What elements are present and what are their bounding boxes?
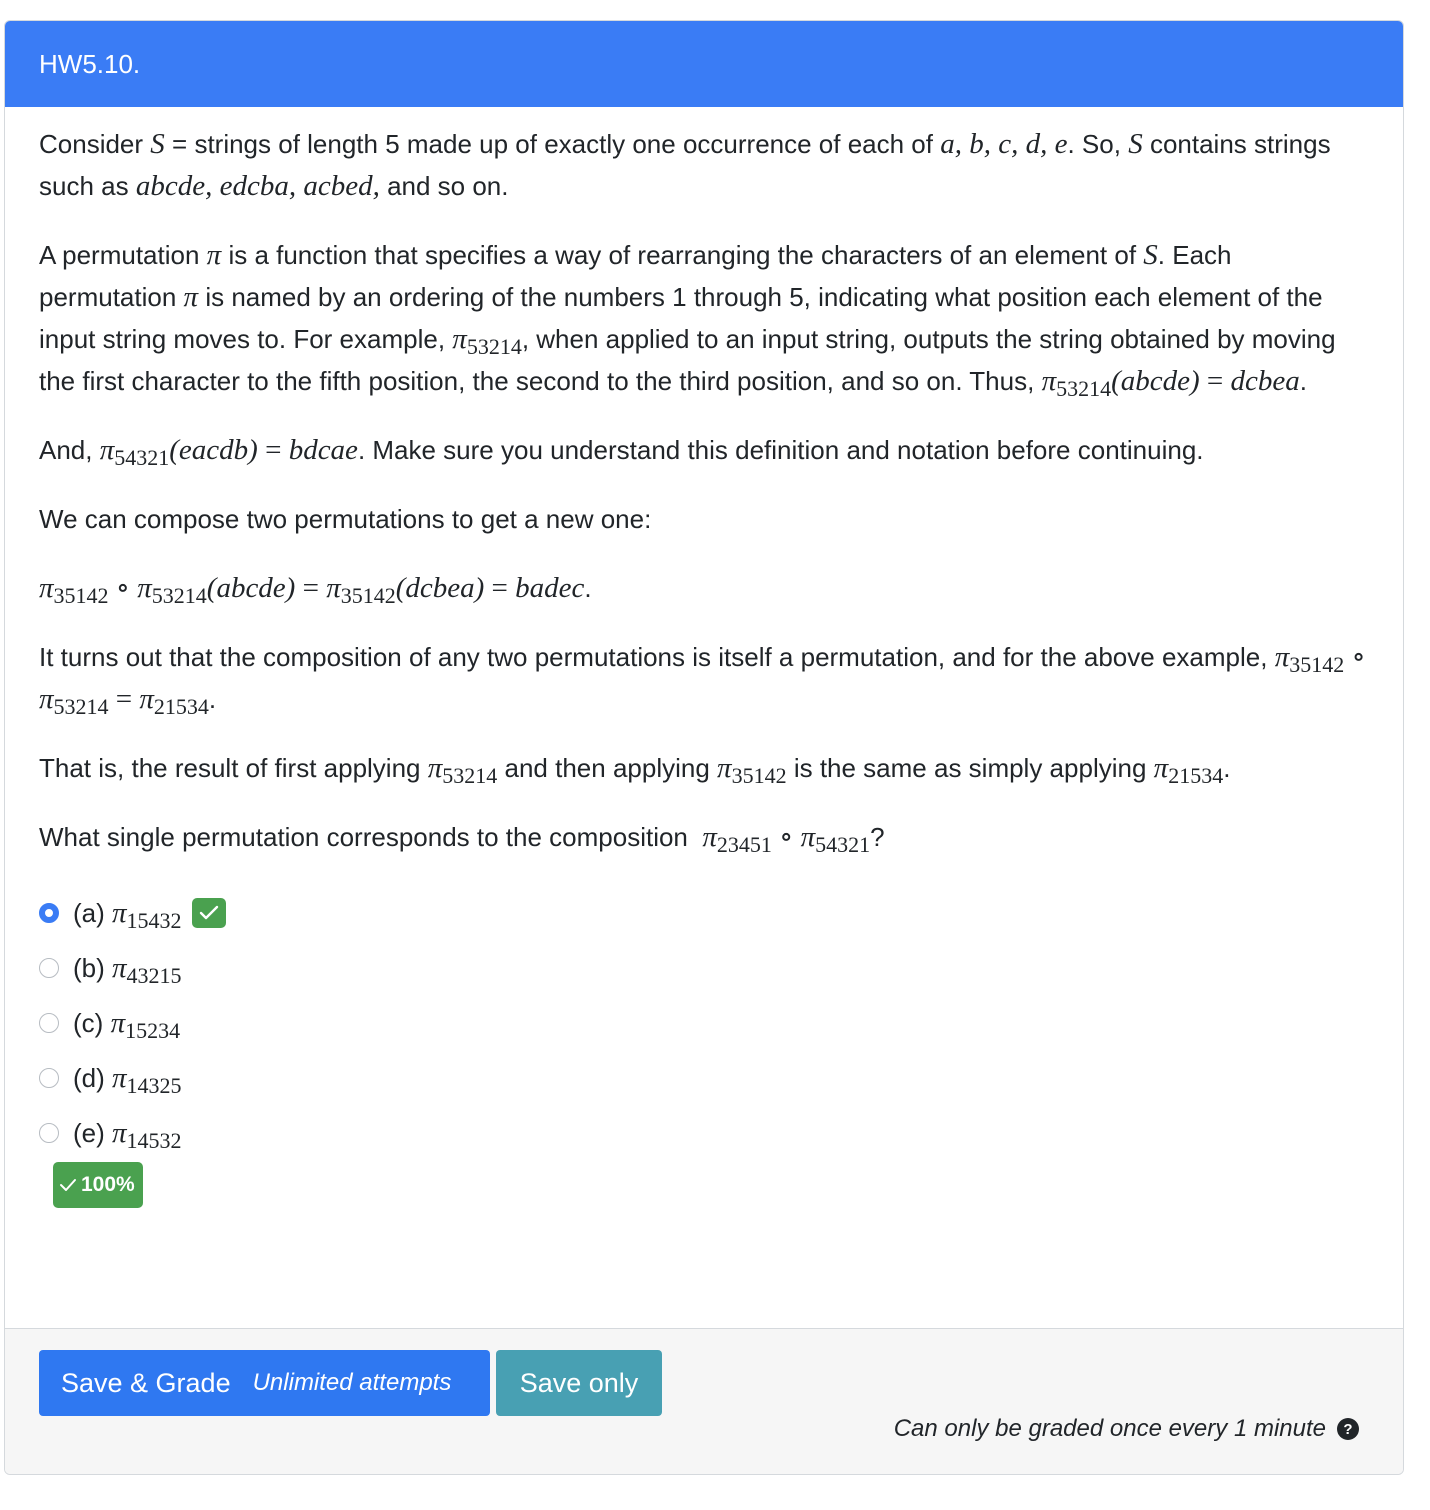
grading-note: Can only be graded once every 1 minute ? (894, 1415, 1359, 1443)
answer-options (39, 885, 1369, 1160)
question-title: HW5.10. (39, 48, 141, 79)
option-a[interactable] (39, 885, 1369, 940)
option-label: (a) $\pi_{15432}$ (73, 896, 182, 933)
paragraph-example: And, $\pi_{54321}(eacdb)$ = bdcae. Make sure you understand this definition and notation before continuing. (39, 434, 1204, 470)
correct-check-icon (192, 898, 226, 928)
question-body (5, 107, 1403, 1208)
radio-option-c[interactable] (39, 1013, 59, 1033)
radio-option-b[interactable] (39, 958, 59, 978)
save-only-button[interactable]: Save only (496, 1350, 662, 1416)
paragraph-permutation: A permutation π is a function that specifies a way of rearranging the characters of an element of S. Each permutation π is named by an ordering of the numbers 1 through 5, indicating what position each element of the input string moves to. For example, $\pi_{53214}$, when applied to an input string, outputs the string obtained by moving the first character to the fifth position, the second to the third position, and so on. Thus, $\pi_{53214}(abcde)$ = dcbea. (39, 239, 1336, 401)
paragraph-explanation: That is, the result of first applying $\pi_{53214}$ and then applying $\pi_{35142}$ is the same as simply applying $\pi_{21534}$. (39, 752, 1231, 788)
radio-option-d[interactable] (39, 1068, 59, 1088)
score-badge: 100% (53, 1162, 143, 1208)
question-card (4, 20, 1404, 1475)
paragraph-definition: Consider S = strings of length 5 made up of exactly one occurrence of each of a, b, c, d, e. So, S contains strings such as abcde, edcba, acbed, and so on. (39, 128, 1331, 202)
help-icon[interactable]: ? (1337, 1418, 1359, 1440)
option-e[interactable] (39, 1105, 1369, 1160)
option-label: (d) $\pi_{14325}$ (73, 1061, 182, 1098)
save-grade-button[interactable]: Save & Grade Unlimited attempts (39, 1350, 490, 1416)
option-c[interactable] (39, 995, 1369, 1050)
paragraph-closure: It turns out that the composition of any two permutations is itself a permutation, and for the above example, $\pi_{35142}$ ∘ $\pi_{53214} = \pi_{21534}$. (39, 641, 1366, 719)
composition-formula: $\pi_{35142}$ ∘ $\pi_{53214}(abcde)$ = $\pi_{35142}(dcbea)$ = badec. (39, 572, 592, 608)
option-label: (b) $\pi_{43215}$ (73, 951, 182, 988)
check-icon (59, 1178, 77, 1192)
option-b[interactable] (39, 940, 1369, 995)
paragraph-compose: We can compose two permutations to get a new one: (39, 504, 652, 534)
option-label: (e) $\pi_{14532}$ (73, 1116, 182, 1153)
option-label: (c) $\pi_{15234}$ (73, 1006, 181, 1043)
question-prompt: What single permutation corresponds to the composition $\pi_{23451}$ ∘ $\pi_{54321}$? (39, 821, 885, 857)
question-header (5, 21, 1403, 107)
option-d[interactable] (39, 1050, 1369, 1105)
question-footer (5, 1328, 1403, 1474)
radio-option-e[interactable] (39, 1123, 59, 1143)
radio-option-a[interactable] (39, 903, 59, 923)
